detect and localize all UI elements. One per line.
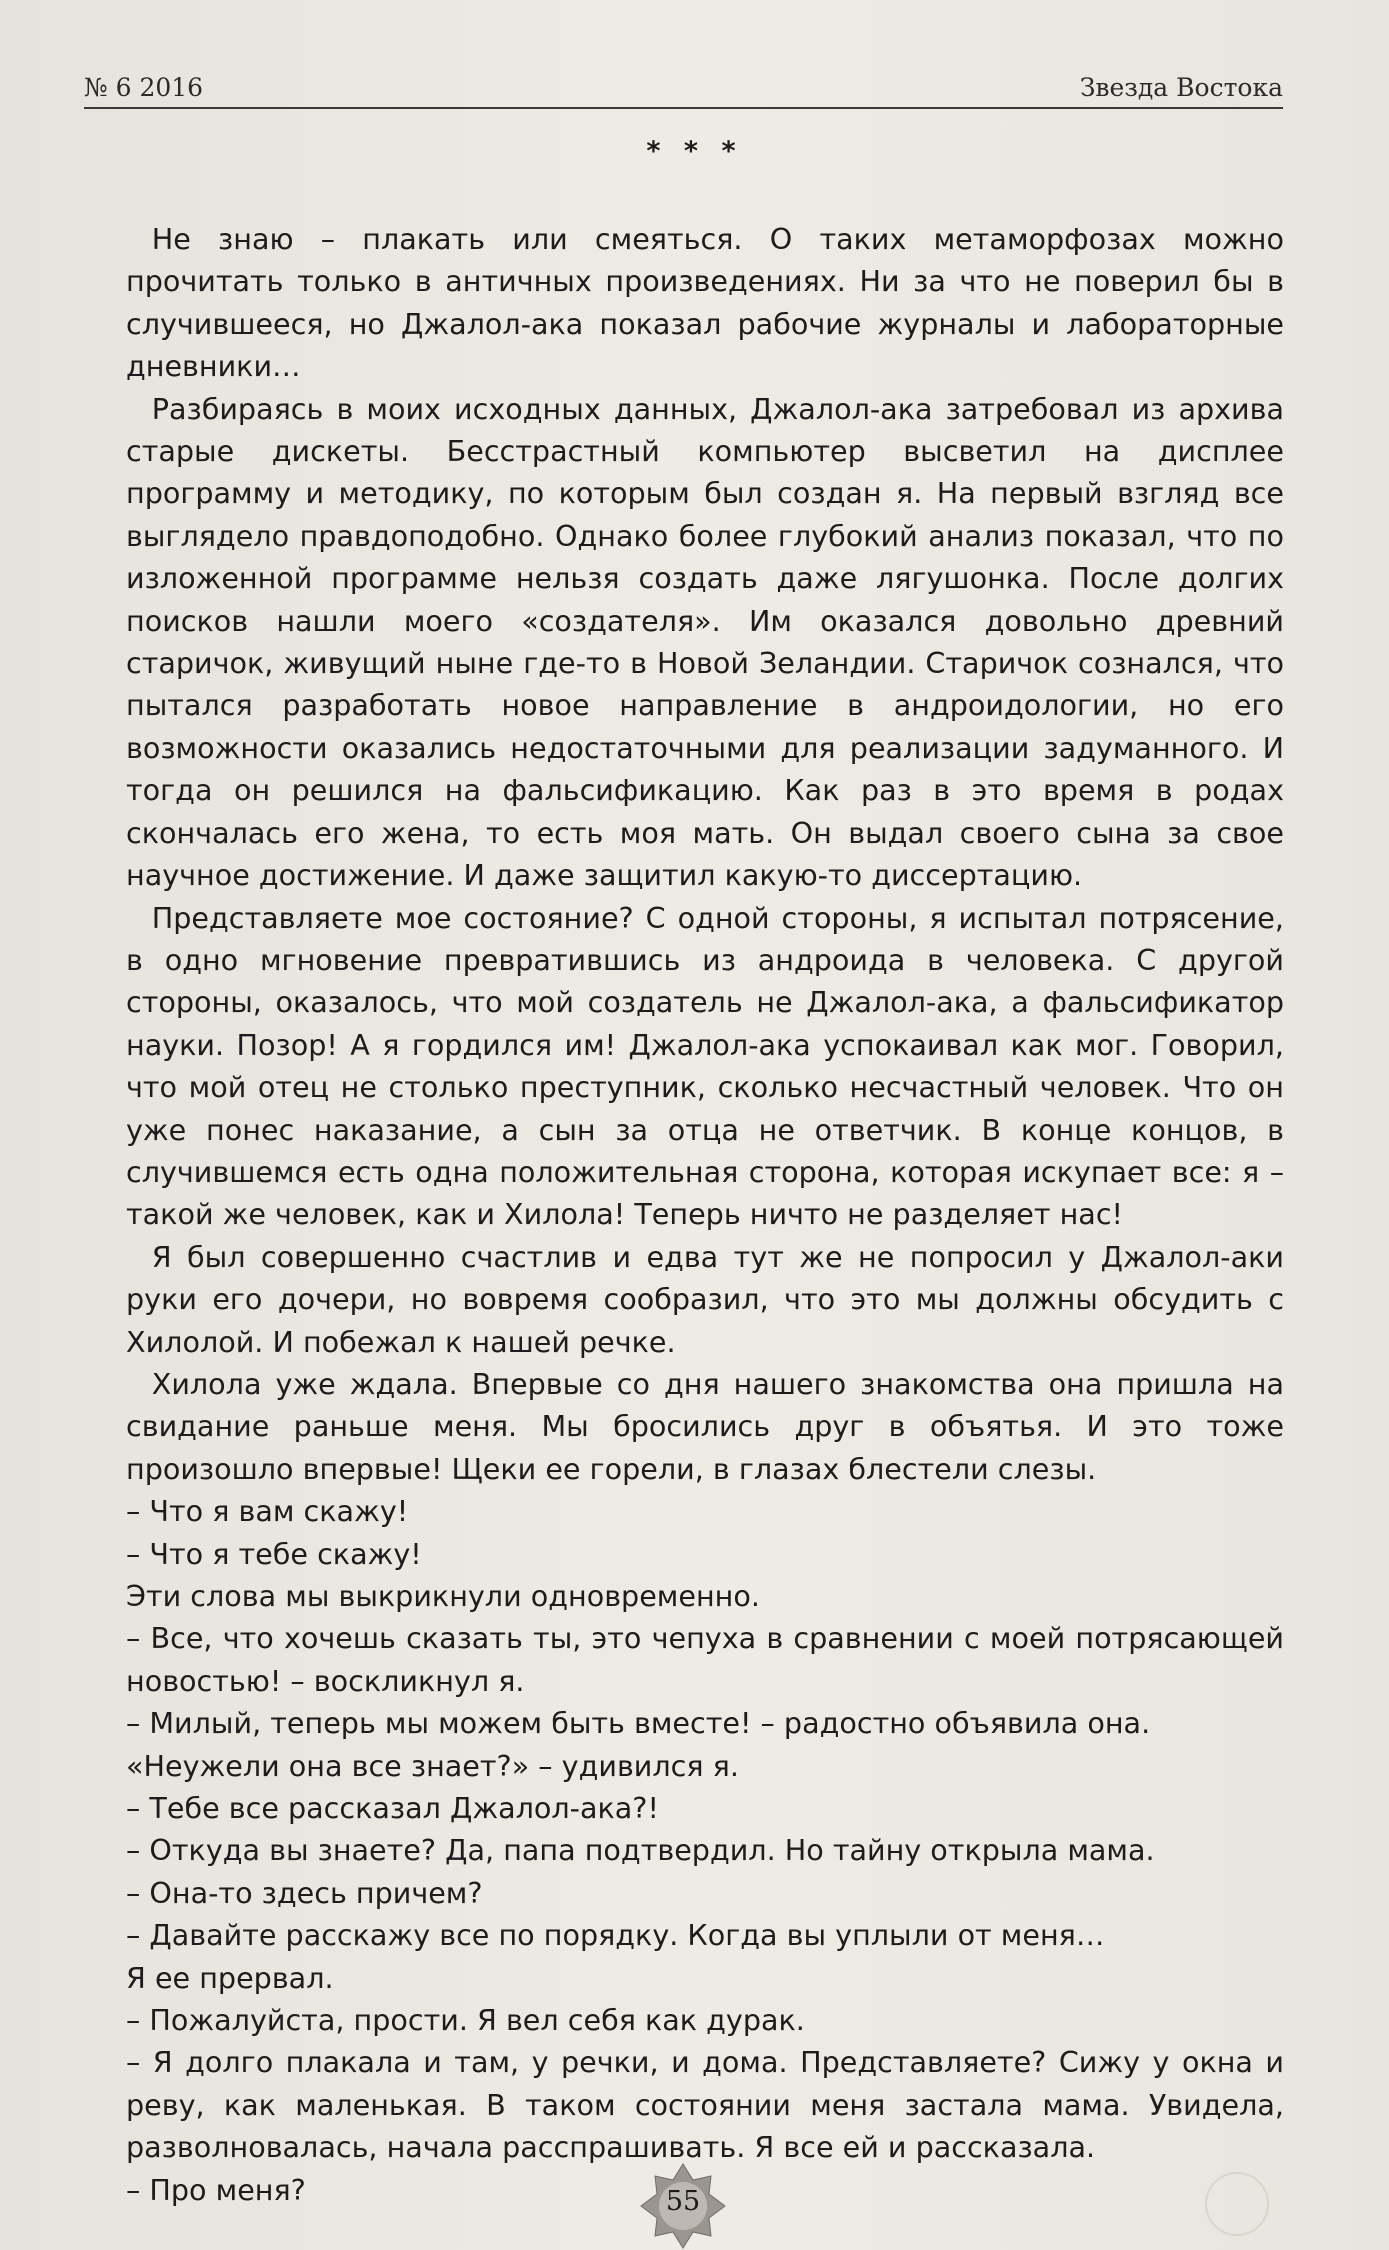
page-number: 55 bbox=[665, 2186, 701, 2217]
paragraph: Хилола уже ждала. Впервые со дня нашего знакомства она пришла на свидание раньше меня. Мы бросились друг в объятья. И это тоже произошло впервые! Щеки ее горели, в глазах блестели слезы. bbox=[126, 1366, 1284, 1486]
paragraph: – Что я вам скажу! bbox=[126, 1494, 409, 1529]
paragraph: Не знаю – плакать или смеяться. О таких метаморфозах можно прочитать только в античных произведениях. Ни за что не поверил бы в случившееся, но Джалол-ака показал рабочие журналы и лабораторные дневники… bbox=[126, 222, 1284, 384]
paragraph: – Что я тебе скажу! bbox=[126, 1536, 422, 1571]
issue-number: № 6 2016 bbox=[84, 73, 204, 102]
paragraph: Я был совершенно счастлив и едва тут же не попросил у Джалол-аки руки его дочери, но вовремя сообразил, что это мы должны обсудить с Хилолой. И побежал к нашей речке. bbox=[126, 1239, 1284, 1359]
journal-title: Звезда Востока bbox=[1079, 73, 1283, 102]
paragraph: – Тебе все рассказал Джалол-ака?! bbox=[126, 1791, 659, 1826]
paragraph: – Про меня? bbox=[126, 2172, 306, 2207]
page-number-ornament bbox=[639, 2162, 727, 2250]
paragraph: – Откуда вы знаете? Да, папа подтвердил. Но тайну открыла мама. bbox=[126, 1833, 1155, 1868]
running-header bbox=[84, 62, 1283, 102]
paragraph: Представляете мое состояние? С одной стороны, я испытал потрясение, в одно мгновение превратившись из андроида в человека. С другой стороны, оказалось, что мой создатель не Джалол-ака, а фальсификатор науки. Позор! А я гордился им! Джалол-ака успокаивал как мог. Говорил, что мой отец не столько преступник, сколько несчастный человек. Что он уже понес наказание, а сын за отца не ответчик. В конце концов, в случившемся есть одна положительная сторона, которая искупает все: я – такой же человек, как и Хилола! Теперь ничто не разделяет нас! bbox=[126, 900, 1284, 1232]
body-text bbox=[126, 218, 1284, 2211]
paragraph: – Пожалуйста, прости. Я вел себя как дурак. bbox=[126, 2003, 805, 2038]
paragraph: – Я долго плакала и там, у речки, и дома. Представляете? Сижу у окна и реву, как маленькая. В таком состоянии меня застала мама. Увидела, разволновалась, начала расспрашивать. Я все ей и рассказала. bbox=[126, 2045, 1284, 2165]
paragraph: – Все, что хочешь сказать ты, это чепуха в сравнении с моей потрясающей новостью! – воскликнул я. bbox=[126, 1621, 1284, 1698]
paragraph: – Давайте расскажу все по порядку. Когда вы уплыли от меня… bbox=[126, 1918, 1105, 1953]
paragraph: – Милый, теперь мы можем быть вместе! – радостно объявила она. bbox=[126, 1706, 1151, 1741]
paragraph: Я ее прервал. bbox=[126, 1960, 334, 1995]
paragraph: Эти слова мы выкрикнули одновременно. bbox=[126, 1579, 760, 1613]
header-divider bbox=[84, 107, 1283, 109]
bleed-through-mark bbox=[1205, 2172, 1269, 2236]
paragraph: Разбираясь в моих исходных данных, Джалол-ака затребовал из архива старые дискеты. Бесстрастный компьютер высветил на дисплее программу и методику, по которым был создан я. На первый взгляд все выглядело правдоподобно. Однако более глубокий анализ показал, что по изложенной программе нельзя создать даже лягушонка. После долгих поисков нашли моего «создателя». Им оказался довольно древний старичок, живущий ныне где-то в Новой Зеландии. Старичок сознался, что пытался разработать новое направление в андроидологии, но его возможности оказались недостаточными для реализации задуманного. И тогда он решился на фальсификацию. Как раз в это время в родах скончалась его жена, то есть моя мать. Он выдал своего сына за свое научное достижение. И даже защитил какую-то диссертацию. bbox=[126, 391, 1284, 893]
paragraph: «Неужели она все знает?» – удивился я. bbox=[126, 1748, 739, 1783]
paragraph: – Она-то здесь причем? bbox=[126, 1875, 483, 1910]
section-break: * * * bbox=[646, 136, 743, 167]
